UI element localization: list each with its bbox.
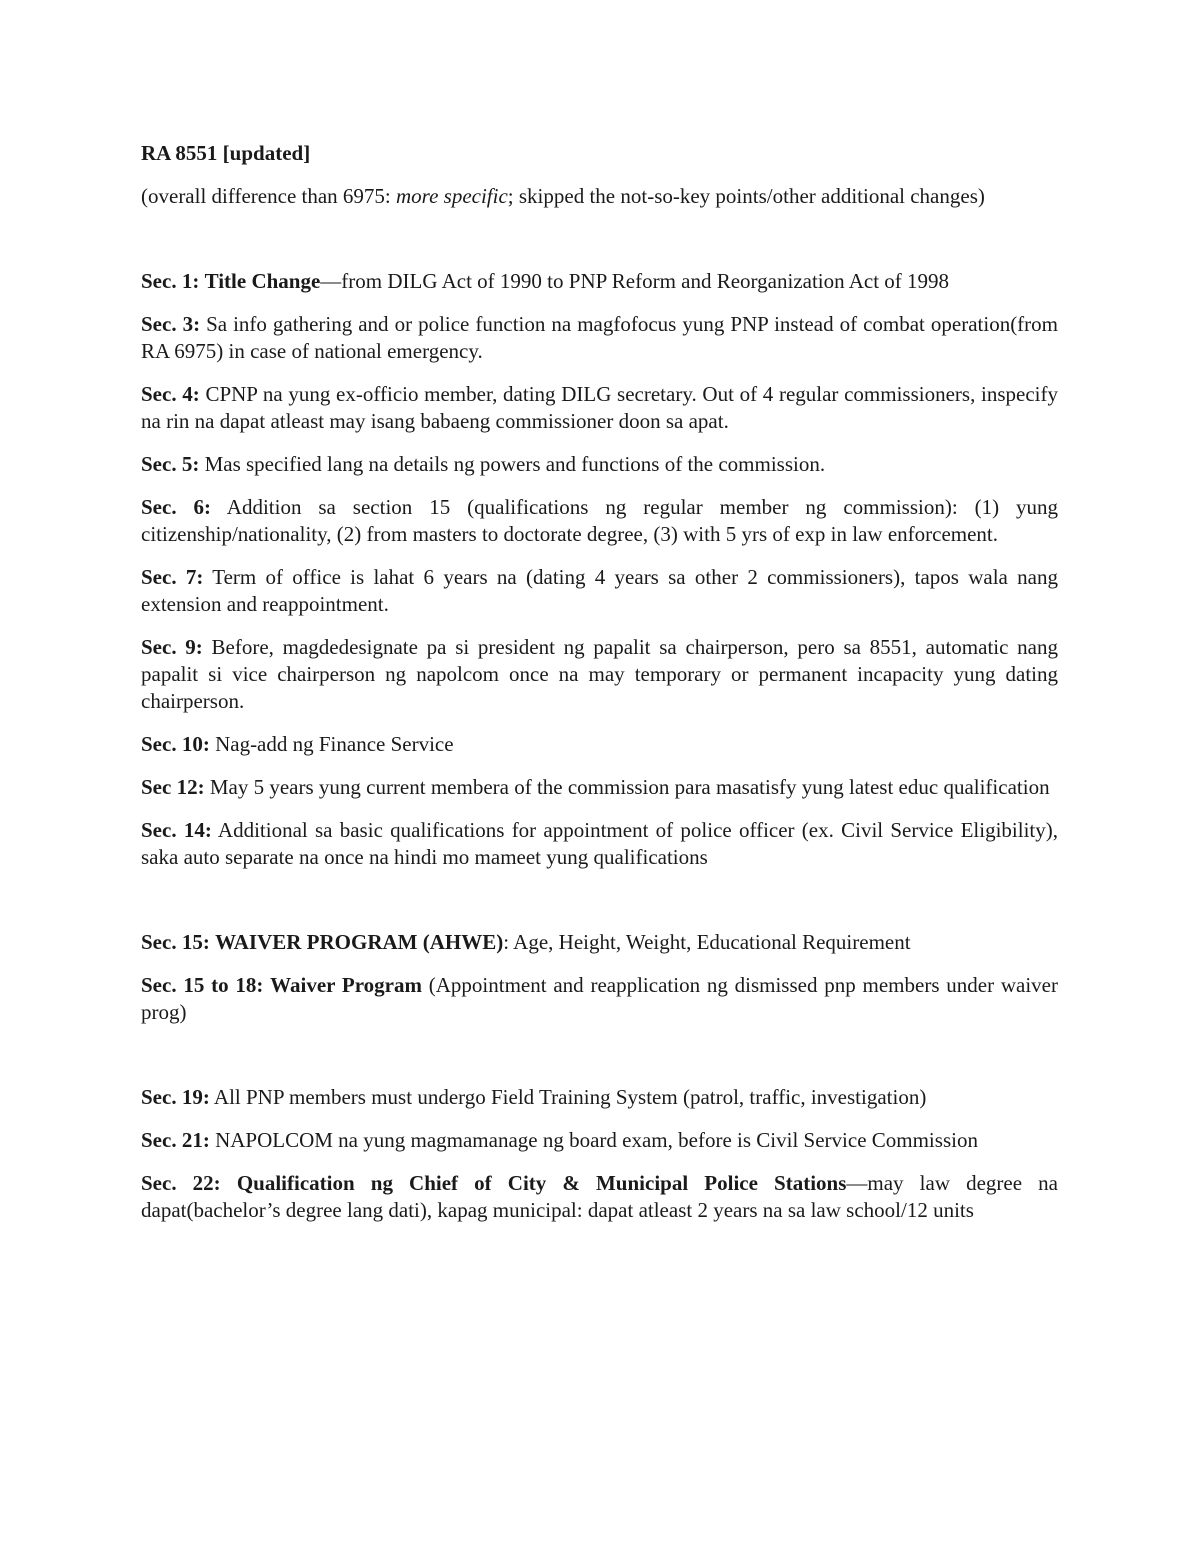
section-label: Sec. 15 to 18: bbox=[141, 973, 264, 997]
section-text: Addition sa section 15 (qualifications ng regular member ng commission): (1) yung citizenship/nationality, (2) from masters to doctorate degree, (3) with 5 yrs of exp in law enforcement. bbox=[141, 495, 1058, 546]
section-heading: WAIVER PROGRAM (AHWE) bbox=[215, 930, 504, 954]
section-12 bbox=[141, 774, 1058, 801]
document-title: RA 8551 [updated] bbox=[141, 141, 311, 165]
section-heading: Qualification ng Chief of City & Municipal Police Stations bbox=[236, 1171, 847, 1195]
document-page bbox=[141, 140, 1058, 1240]
section-text: Age, Height, Weight, Educational Requirement bbox=[513, 930, 911, 954]
section-15 bbox=[141, 929, 1058, 956]
section-text: Sa info gathering and or police function na magfofocus yung PNP instead of combat operation(from RA 6975) in case of national emergency. bbox=[141, 312, 1059, 363]
section-heading: Title Change bbox=[204, 269, 321, 293]
section-text: Additional sa basic qualifications for appointment of police officer (ex. Civil Service Eligibility), saka auto separate na once na hindi mo mameet yung qualifications bbox=[141, 818, 1058, 869]
section-text: May 5 years yung current membera of the commission para masatisfy yung latest educ qualification bbox=[209, 775, 1050, 799]
section-6 bbox=[141, 494, 1058, 548]
section-label: Sec. 15: bbox=[141, 930, 210, 954]
intro-emphasis: more specific bbox=[396, 184, 508, 208]
section-14 bbox=[141, 817, 1058, 871]
intro-suffix: ; skipped the not-so-key points/other additional changes) bbox=[507, 184, 985, 208]
section-label: Sec. 9: bbox=[141, 635, 203, 659]
section-label: Sec. 21: bbox=[141, 1128, 210, 1152]
section-5 bbox=[141, 451, 1058, 478]
section-4 bbox=[141, 381, 1058, 435]
section-9 bbox=[141, 634, 1058, 715]
section-separator: : bbox=[503, 930, 514, 954]
section-text: Nag-add ng Finance Service bbox=[215, 732, 454, 756]
section-text: (Appointment and reapplication ng dismissed pnp members under waiver prog) bbox=[141, 973, 1058, 1024]
section-text: NAPOLCOM na yung magmamanage ng board exam, before is Civil Service Commission bbox=[215, 1128, 978, 1152]
section-19 bbox=[141, 1084, 1058, 1111]
section-text: Before, magdedesignate pa si president ng papalit sa chairperson, pero sa 8551, automatic nang papalit si vice chairperson ng napolcom once na may temporary or permanent incapacity yung dating chairperson. bbox=[141, 635, 1058, 713]
section-label: Sec. 1: bbox=[141, 269, 200, 293]
section-label: Sec. 14: bbox=[141, 818, 212, 842]
section-text: Mas specified lang na details ng powers and functions of the commission. bbox=[204, 452, 826, 476]
section-label: Sec. 6: bbox=[141, 495, 211, 519]
section-separator: — bbox=[320, 269, 342, 293]
section-22 bbox=[141, 1170, 1058, 1224]
section-label: Sec. 22: bbox=[141, 1171, 221, 1195]
section-label: Sec. 5: bbox=[141, 452, 200, 476]
section-text: All PNP members must undergo Field Training System (patrol, traffic, investigation) bbox=[213, 1085, 927, 1109]
section-separator bbox=[422, 973, 429, 997]
section-label: Sec. 3: bbox=[141, 312, 201, 336]
intro-prefix: (overall difference than 6975: bbox=[141, 184, 397, 208]
section-7 bbox=[141, 564, 1058, 618]
section-label: Sec. 4: bbox=[141, 382, 200, 406]
section-text: CPNP na yung ex-officio member, dating DILG secretary. Out of 4 regular commissioners, inspecify na rin na dapat atleast may isang babaeng commissioner doon sa apat. bbox=[141, 382, 1058, 433]
section-separator: — bbox=[846, 1171, 868, 1195]
section-label: Sec. 10: bbox=[141, 732, 210, 756]
section-1 bbox=[141, 268, 1058, 295]
section-label: Sec 12: bbox=[141, 775, 205, 799]
section-3 bbox=[141, 311, 1058, 365]
section-10 bbox=[141, 731, 1058, 758]
section-text: may law degree na dapat(bachelor’s degree lang dati), kapag municipal: dapat atleast 2 years na sa law school/12 units bbox=[141, 1171, 1058, 1222]
section-label: Sec. 19: bbox=[141, 1085, 210, 1109]
intro-paragraph bbox=[141, 183, 1058, 210]
section-15-to-18 bbox=[141, 972, 1058, 1026]
section-text: from DILG Act of 1990 to PNP Reform and Reorganization Act of 1998 bbox=[341, 269, 950, 293]
section-label: Sec. 7: bbox=[141, 565, 204, 589]
section-21 bbox=[141, 1127, 1058, 1154]
section-heading: Waiver Program bbox=[270, 973, 422, 997]
section-text: Term of office is lahat 6 years na (dating 4 years sa other 2 commissioners), tapos wala nang extension and reappointment. bbox=[141, 565, 1058, 616]
